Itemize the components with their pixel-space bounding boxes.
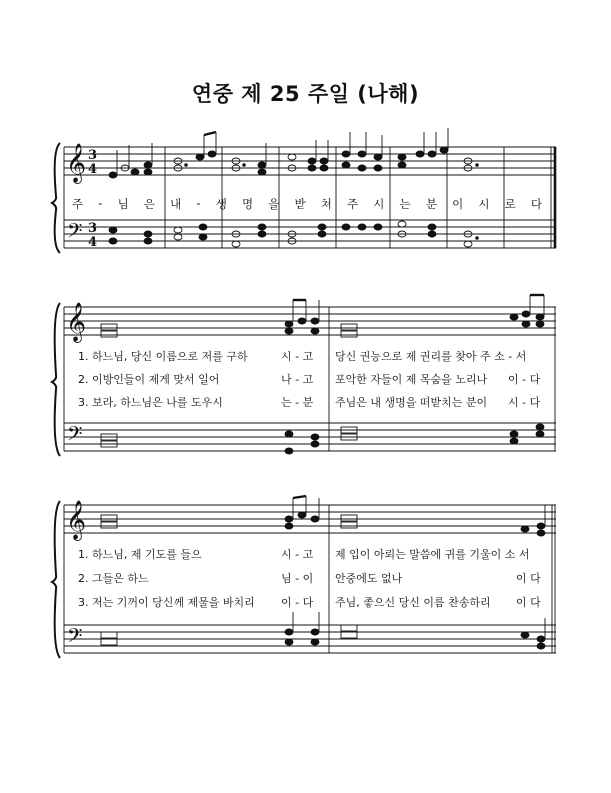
hymn-syllable: 생	[215, 197, 227, 211]
verse-3a: 3. 보라, 하느님은 나를 도우시	[78, 396, 223, 409]
verse-2c: 안중에도 없나	[335, 572, 403, 585]
hymn-syllable: 는	[399, 197, 411, 211]
verse-1c: 당신 권능으로 제 권리를 찾아 주 소 - 서	[335, 350, 527, 363]
hymn-syllable: 받	[294, 197, 306, 211]
verse-2b: 나 - 고	[281, 373, 314, 386]
hymn-syllable: -	[98, 196, 103, 210]
hymn-syllable: 이	[452, 197, 464, 211]
time-sig-top: 3	[88, 148, 98, 163]
verse-1a: 1. 하느님, 당신 이름으로 저를 구하	[78, 350, 248, 363]
hymn-syllable: 명	[241, 197, 254, 211]
verse-1b: 시 - 고	[281, 350, 314, 363]
verse-3d: 시 - 다	[508, 396, 541, 409]
hymn-syllable: 내	[170, 197, 182, 211]
bass-clef-icon: 𝄢	[67, 219, 83, 247]
hymn-syllable: 주	[72, 197, 84, 211]
verse-2a: 2. 그들은 하느	[78, 572, 149, 585]
hymn-syllable: -	[196, 196, 201, 210]
hymn-syllable: 을	[268, 197, 280, 211]
hymn-syllable: 시	[478, 197, 490, 211]
time-sig-top-bass: 3	[88, 221, 98, 236]
system-1-treble-notes	[109, 147, 472, 178]
hymn-syllable: 분	[425, 197, 437, 211]
verse-2a: 2. 이방인들이 제게 맞서 일어	[78, 373, 220, 386]
verse-2d: 이 - 다	[508, 373, 541, 386]
bass-clef-icon: 𝄢	[67, 422, 83, 450]
verse-2c: 포악한 자들이 제 목숨을 노리나	[335, 373, 488, 386]
verse-3c: 주님, 좋으신 당신 이름 찬송하리	[335, 596, 491, 609]
hymn-syllable: 님	[117, 197, 129, 211]
hymn-syllable: 주	[347, 197, 359, 211]
verse-3a: 3. 저는 기꺼이 당신께 제물을 바치리	[78, 596, 255, 609]
hymn-syllable: 은	[143, 197, 155, 211]
verse-1a: 1. 하느님, 제 기도를 들으	[78, 548, 202, 561]
hymn-syllable: 다	[530, 197, 542, 211]
page-title: 연중 제 25 주일 (나해)	[191, 82, 420, 106]
verse-1b: 시 - 고	[281, 548, 314, 561]
hymn-syllable: 로	[504, 197, 516, 211]
hymn-lyrics	[72, 196, 542, 212]
verse-3b: 는 - 분	[281, 396, 314, 409]
hymn-syllable: 시	[373, 197, 385, 211]
time-sig-bottom-bass: 4	[88, 235, 98, 250]
bass-clef-icon: 𝄢	[67, 624, 83, 652]
verse-2d: 이 다	[516, 572, 541, 585]
verse-3b: 이 - 다	[281, 596, 314, 609]
verse-1c: 제 입이 아뢰는 말씀에 귀를 기울이 소 서	[335, 548, 530, 561]
time-sig-bottom: 4	[88, 162, 98, 177]
treble-clef-icon: 𝄞	[66, 302, 87, 342]
hymn-syllable: 쳐	[320, 197, 332, 211]
verse-3c: 주님은 내 생명을 떠받치는 분이	[335, 396, 488, 409]
treble-clef-icon: 𝄞	[66, 500, 87, 540]
verse-2b: 님 - 이	[281, 572, 314, 585]
treble-clef-icon: 𝄞	[66, 143, 87, 183]
verse-3d: 이 다	[516, 596, 541, 609]
